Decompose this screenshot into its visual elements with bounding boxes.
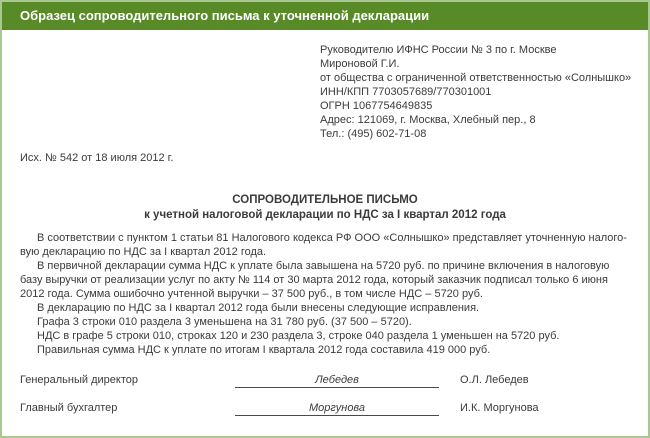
recipient-line-ogrn: ОГРН 1067754649835 (320, 100, 433, 112)
signature-script: Лебедев (315, 374, 359, 386)
signature-line (235, 401, 439, 416)
signature-name: И.К. Моргунова (460, 402, 539, 414)
letter-title (20, 193, 630, 223)
recipient-line-address: Адрес: 121069, г. Москва, Хлебный пер., 8 (320, 114, 536, 126)
letter-body (20, 231, 630, 357)
paragraph-corrections-intro: В декларацию по НДС за I квартал 2012 года были внесены следующие исправления. (37, 302, 480, 314)
signature-role: Главный бухгалтер (20, 402, 118, 414)
card-header (2, 2, 648, 30)
signature-line (235, 373, 439, 388)
recipient-line-inn-kpp: ИНН/КПП 7703057689/770301001 (320, 86, 492, 98)
recipient-block (320, 43, 630, 141)
recipient-line-phone: Тел.: (495) 602-71-08 (320, 128, 427, 140)
paragraph-correct-total: Правильная сумма НДС к уплате по итогам I квартала 2012 года составила 419 000 руб. (37, 344, 491, 356)
paragraph-correction-1: Графа 3 строки 010 раздела 3 уменьшена на 31 780 руб. (37 500 – 5720). (37, 316, 412, 328)
recipient-line-addressee-name: Мироновой Г.И. (320, 58, 400, 70)
signature-role: Генеральный директор (20, 374, 138, 386)
letter-document (2, 30, 648, 416)
paragraph-legal-basis: В соответствии с пунктом 1 статьи 81 Налогового кодекса РФ ООО «Солнышко» представляет уточненную налоговую декларацию по НДС за I квартал 2012 года. (20, 232, 627, 258)
signature-row-accountant (20, 401, 630, 416)
outgoing-reference: Исх. № 542 от 18 июля 2012 г. (20, 152, 174, 164)
signature-row-director (20, 373, 630, 388)
letter-title-line2: к учетной налоговой декларации по НДС за I квартал 2012 года (144, 209, 506, 221)
card-title: Образец сопроводительного письма к уточненной декларации (20, 8, 430, 23)
signature-script: Моргунова (308, 402, 366, 414)
recipient-line-addressee: Руководителю ИФНС России № 3 по г. Москве (320, 44, 557, 56)
recipient-line-sender: от общества с ограниченной ответственностью «Солнышко» (320, 72, 632, 84)
letter-title-line1: СОПРОВОДИТЕЛЬНОЕ ПИСЬМО (232, 194, 418, 206)
signature-name: О.Л. Лебедев (460, 374, 529, 386)
paragraph-error-description: В первичной декларации сумма НДС к уплате была завышена на 5720 руб. по причине включения в налоговую базу выручки от реализации услуг по акту № 114 от 30 марта 2012 года, который заказчик подписал только 6 июня 2012 года. Сумма ошибочно учтенной выручки – 37 500 руб., в том числе НДС – 5720 руб. (20, 260, 610, 300)
paragraph-correction-2: НДС в графе 5 строки 010, строках 120 и 230 раздела 3, строке 040 раздела 1 уменьшен на 5720 руб. (37, 330, 560, 342)
